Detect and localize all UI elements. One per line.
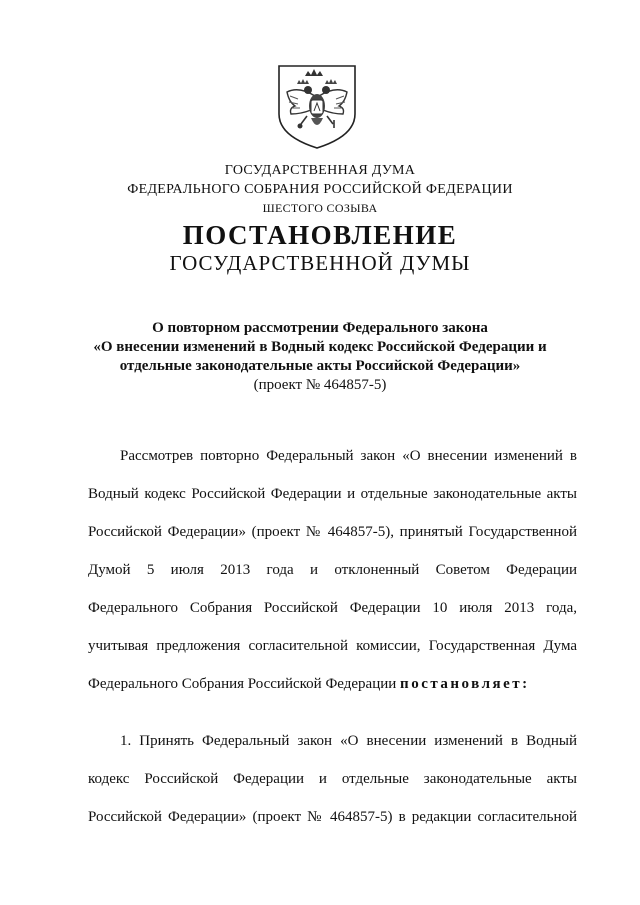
body-line-6: учитывая предложения согласительной комиссии, Государственная Дума (88, 638, 577, 654)
doc-title-line-3: отдельные законодательные акты Российской Федерации» (119, 358, 521, 374)
header-chamber: ГОСУДАРСТВЕННАЯ ДУМА (224, 163, 416, 178)
body-line-4: Думой 5 июля 2013 года и отклоненный Советом Федерации (88, 562, 577, 578)
clause-1-line-2: кодекс Российской Федерации и отдельные законодательные акты (88, 771, 577, 787)
header-convocation: ШЕСТОГО СОЗЫВА (262, 201, 378, 215)
body-line-2: Водный кодекс Российской Федерации и отдельные законодательные акты (88, 486, 577, 502)
clause-1-line-1: 1. Принять Федеральный закон «О внесении изменений в Водный (120, 733, 577, 749)
decree-word: постановляет: (400, 676, 530, 692)
document-type: ПОСТАНОВЛЕНИЕ (182, 220, 458, 250)
body-line-7 (88, 674, 577, 694)
body-line-3: Российской Федерации» (проект № 464857-5), принятый Государственной (88, 524, 577, 540)
header-assembly: ФЕДЕРАЛЬНОГО СОБРАНИЯ РОССИЙСКОЙ ФЕДЕРАЦИИ (127, 182, 513, 197)
body-line-5: Федерального Собрания Российской Федерации 10 июля 2013 года, (88, 600, 577, 616)
doc-project-number: (проект № 464857-5) (253, 377, 387, 393)
coat-of-arms-emblem (275, 62, 359, 152)
doc-title-line-1: О повторном рассмотрении Федерального закона (152, 320, 488, 336)
body-line-7-text: Федерального Собрания Российской Федерации (88, 676, 397, 692)
clause-1-line-3: Российской Федерации» (проект № 464857-5) в редакции согласительной (88, 809, 577, 825)
body-line-1: Рассмотрев повторно Федеральный закон «О внесении изменений в (120, 448, 577, 464)
document-issuer: ГОСУДАРСТВЕННОЙ ДУМЫ (169, 251, 471, 275)
doc-title-line-2: «О внесении изменений в Водный кодекс Российской Федерации и (93, 339, 547, 355)
